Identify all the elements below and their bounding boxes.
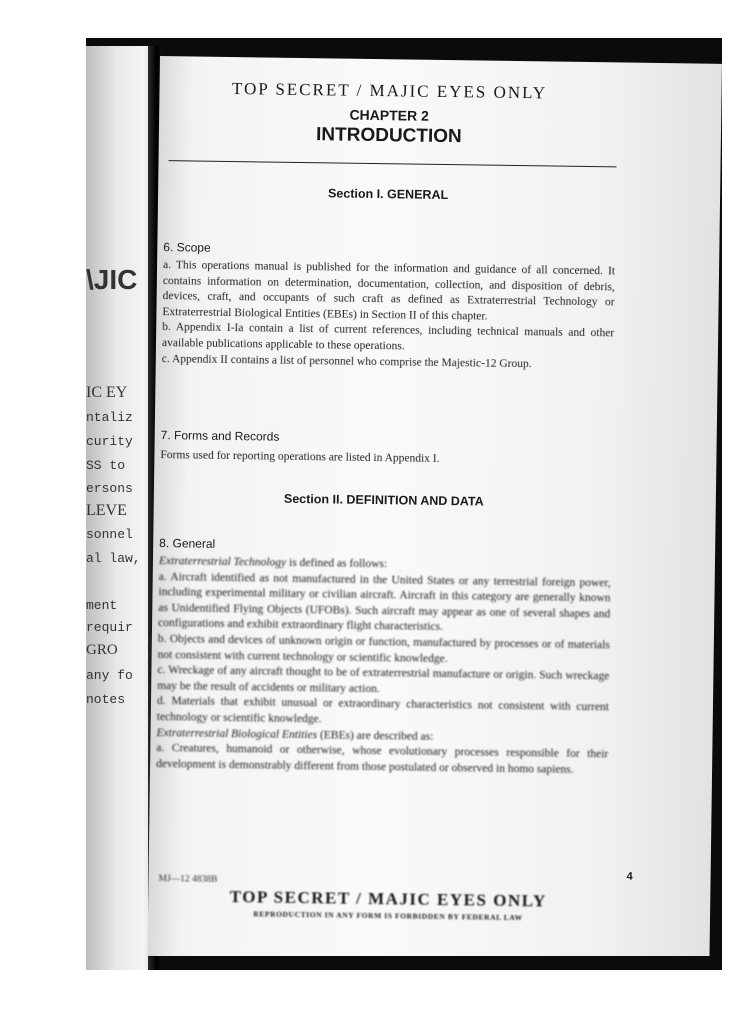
scope-c: c. Appendix II contains a list of personnel who comprise the Majestic-12 Group. bbox=[161, 352, 532, 370]
general-d: d. Materials that exhibit unusual or extraordinary characteristics not consistent with current technology or scientific knowledge. bbox=[156, 695, 610, 726]
ebe-a: a. Creatures, humanoid or otherwise, whose evolutionary processes responsible for their development is demonstrably different from those postulated or observed in homo sapiens. bbox=[156, 742, 609, 776]
section-2-title: Section II. DEFINITION AND DATA bbox=[283, 491, 484, 509]
page-number: 4 bbox=[626, 870, 633, 883]
book-photo bbox=[86, 38, 722, 970]
general-text bbox=[156, 554, 611, 779]
et-term: Extraterrestrial Technology bbox=[158, 555, 287, 569]
scope-a: a. This operations manual is published for the information and guidance of all concerned. It contains information on determination, documentation, collection, and disposition of debris, devices, craft, and occupants of such craft as defined as Extraterrestrial Technology or Extraterrestrial Biological Entities (EBEs) in Section II of this chapter. bbox=[162, 259, 616, 323]
chapter-title: INTRODUCTION bbox=[315, 124, 462, 148]
ebe-term: Extraterrestrial Biological Entities bbox=[156, 726, 318, 741]
header-rule bbox=[169, 160, 617, 167]
reproduction-notice: REPRODUCTION IN ANY FORM IS FORBIDDEN BY FEDERAL LAW bbox=[253, 909, 523, 923]
chapter-label: CHAPTER 2 bbox=[349, 106, 429, 124]
general-b: b. Objects and devices of unknown origin or function, manufactured by processes or of materials not consistent with current technology or scientific knowledge. bbox=[157, 632, 610, 665]
left-page-line: IC EY bbox=[86, 384, 128, 401]
general-c: c. Wreckage of any aircraft thought to be of extraterrestrial manufacture or origin. Such wreckage may be the result of accidents or military action. bbox=[157, 664, 610, 695]
scope-text bbox=[162, 258, 615, 373]
classification-footer: TOP SECRET / MAJIC EYES ONLY bbox=[229, 887, 547, 911]
document-number: MJ—12 4838B bbox=[158, 874, 218, 885]
scope-heading: 6. Scope bbox=[163, 240, 211, 255]
forms-heading: 7. Forms and Records bbox=[160, 428, 280, 444]
left-page-line: any fo bbox=[86, 668, 133, 683]
left-page-line: ersons bbox=[86, 481, 133, 496]
classification-header: TOP SECRET / MAJIC EYES ONLY bbox=[231, 79, 548, 103]
left-page-line: ment bbox=[86, 598, 118, 613]
et-rest: is defined as follows: bbox=[286, 556, 388, 571]
left-page-line: \JIC bbox=[86, 264, 138, 295]
left-page-line: LEVE bbox=[86, 502, 127, 519]
general-heading: 8. General bbox=[159, 536, 216, 551]
left-page-line: al law, bbox=[86, 551, 141, 566]
section-1-title: Section I. GENERAL bbox=[327, 186, 449, 203]
forms-text: Forms used for reporting operations are listed in Appendix I. bbox=[160, 449, 440, 465]
scope-b: b. Appendix I-Ia contain a list of current references, including technical manuals and other available publications applicable to these operations. bbox=[161, 321, 615, 353]
document-page bbox=[147, 56, 722, 964]
left-page-line: GRO bbox=[86, 642, 118, 658]
left-page-line: curity bbox=[86, 434, 133, 449]
left-page-line: ntaliz bbox=[86, 410, 133, 425]
left-page-line: requir bbox=[86, 620, 133, 635]
left-page-line: SS to bbox=[86, 458, 126, 473]
left-page-line: notes bbox=[86, 692, 126, 707]
general-a: a. Aircraft identified as not manufactured in the United States or any terrestrial foreign power, including experimental military or civilian aircraft. Aircraft in this category are generally known as Unidentified Flying Objects (UFOBs). Such aircraft may appear as one of several shapes and configurations and exhibit extraordinary flight characteristics. bbox=[157, 570, 611, 634]
ebe-rest: (EBEs) are described as: bbox=[317, 728, 434, 743]
page-shadow bbox=[160, 956, 722, 970]
left-page-line: sonnel bbox=[86, 527, 133, 542]
